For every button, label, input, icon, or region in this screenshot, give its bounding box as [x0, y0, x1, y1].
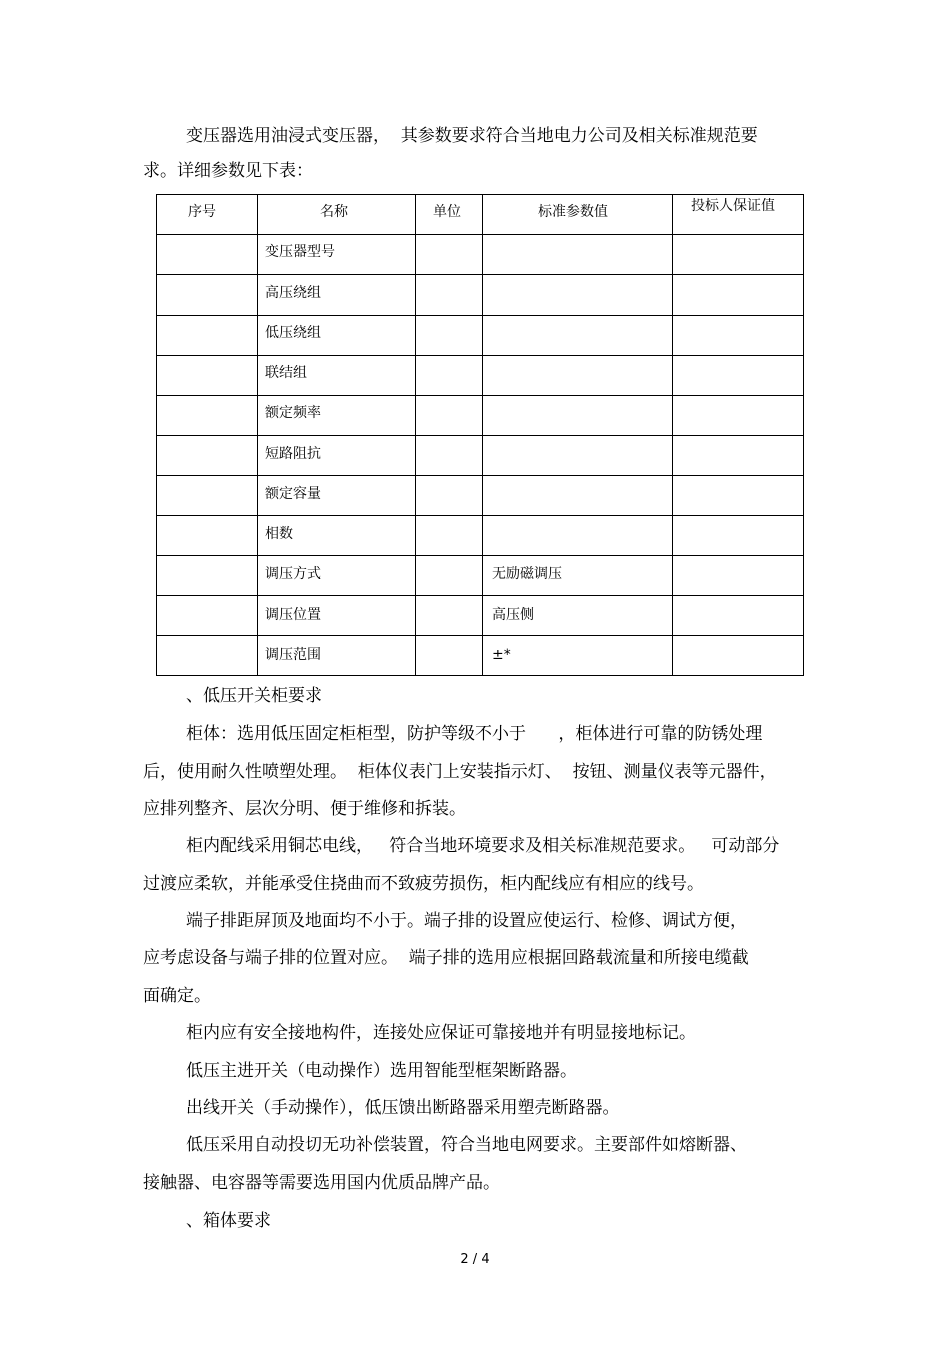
row-standard-value: ±* [492, 647, 511, 663]
intro-line-2: 求。详细参数见下表： [143, 161, 313, 181]
header-standard-value: 标准参数值 [538, 204, 608, 220]
terminal-paragraph-line-2: 应考虑设备与端子排的位置对应。 端子排的选用应根据回路载流量和所接电缆截 [143, 948, 749, 968]
transformer-parameter-table [156, 194, 804, 676]
page-number: 2 / 4 [460, 1252, 490, 1267]
terminal-paragraph-line-3: 面确定。 [143, 986, 211, 1006]
cabinet-paragraph-line-3: 应排列整齐、层次分明、便于维修和拆装。 [143, 799, 466, 819]
row-name: 调压范围 [265, 647, 321, 663]
outgoing-switch-paragraph: 出线开关（手动操作），低压馈出断路器采用塑壳断路器。 [186, 1098, 620, 1118]
row-name: 低压绕组 [265, 325, 321, 341]
cabinet-paragraph-line-2: 后，使用耐久性喷塑处理。 柜体仪表门上安装指示灯、 按钮、测量仪表等元器件， [143, 762, 777, 782]
section-heading-enclosure: 、箱体要求 [186, 1211, 271, 1231]
grounding-paragraph: 柜内应有安全接地构件，连接处应保证可靠接地并有明显接地标记。 [186, 1023, 696, 1043]
intro-line-1: 变压器选用油浸式变压器， 其参数要求符合当地电力公司及相关标准规范要 [186, 126, 758, 146]
cabinet-paragraph-line-1: 柜体：选用低压固定柜柜型，防护等级不小于 ，柜体进行可靠的防锈处理 [186, 724, 763, 744]
compensation-paragraph-line-1: 低压采用自动投切无功补偿装置，符合当地电网要求。主要部件如熔断器、 [186, 1135, 747, 1155]
row-name: 变压器型号 [265, 244, 335, 260]
header-bidder-guarantee: 投标人保证值 [691, 198, 775, 214]
terminal-paragraph-line-1: 端子排距屏顶及地面均不小于。端子排的设置应使运行、检修、调试方便， [186, 911, 747, 931]
row-name: 联结组 [265, 365, 307, 381]
row-name: 高压绕组 [265, 285, 321, 301]
row-name: 调压位置 [265, 607, 321, 623]
header-index: 序号 [188, 204, 216, 220]
compensation-paragraph-line-2: 接触器、电容器等需要选用国内优质品牌产品。 [143, 1173, 500, 1193]
row-name: 额定频率 [265, 405, 321, 421]
header-name: 名称 [320, 204, 348, 220]
wiring-paragraph-line-1: 柜内配线采用铜芯电线， 符合当地环境要求及相关标准规范要求。 可动部分 [186, 836, 780, 856]
wiring-paragraph-line-2: 过渡应柔软，并能承受住挠曲而不致疲劳损伤，柜内配线应有相应的线号。 [143, 874, 704, 894]
row-name: 短路阻抗 [265, 446, 321, 462]
row-name: 相数 [265, 526, 293, 542]
row-standard-value: 无励磁调压 [492, 566, 562, 582]
header-unit: 单位 [433, 204, 461, 220]
row-name: 调压方式 [265, 566, 321, 582]
main-switch-paragraph: 低压主进开关（电动操作）选用智能型框架断路器。 [186, 1061, 577, 1081]
section-heading-low-voltage-switchgear: 、低压开关柜要求 [186, 686, 322, 706]
row-name: 额定容量 [265, 486, 321, 502]
row-standard-value: 高压侧 [492, 607, 534, 623]
